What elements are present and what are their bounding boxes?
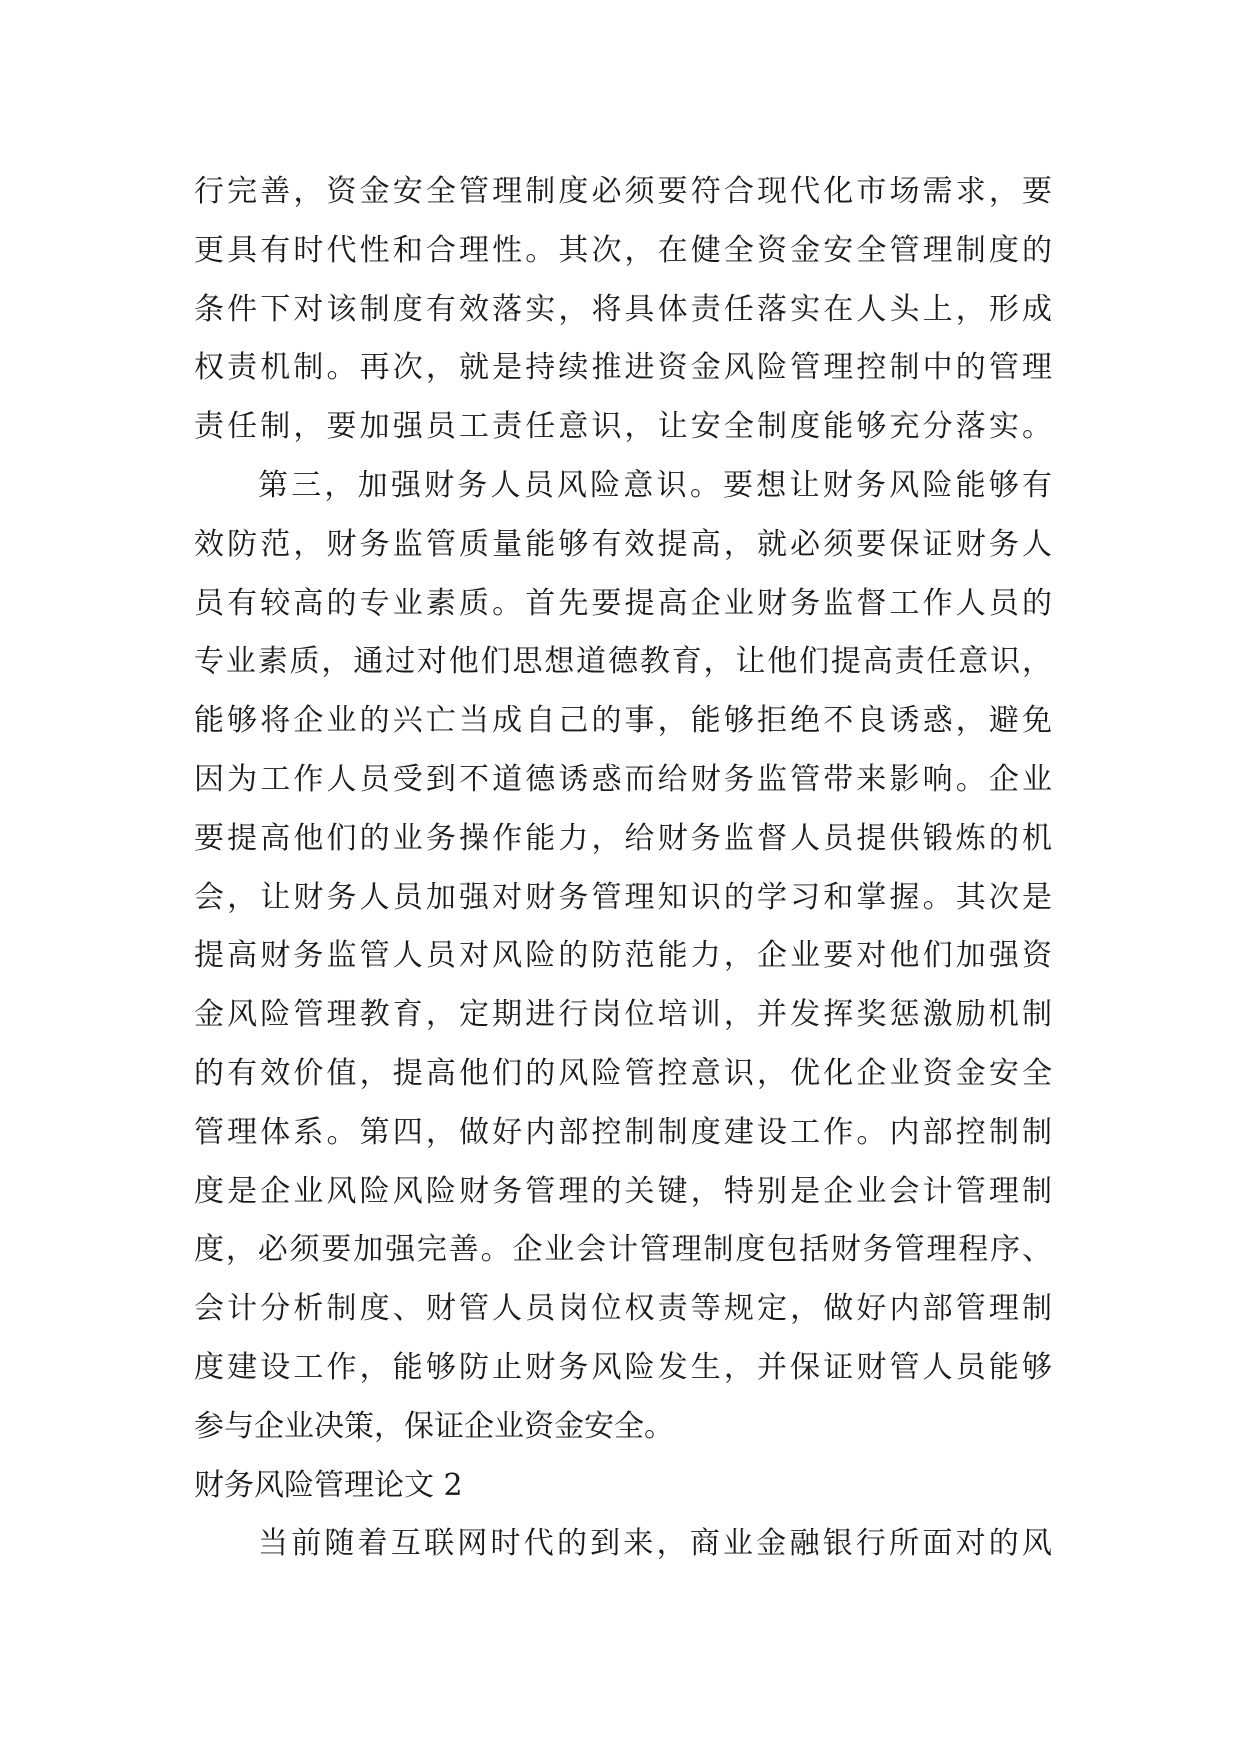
text-line: 度，必须要加强完善。企业会计管理制度包括财务管理程序、	[194, 1232, 1052, 1268]
section-heading: 财务风险管理论文 2	[194, 1467, 463, 1503]
text-line: 的有效价值，提高他们的风险管控意识，优化企业资金安全	[194, 1055, 1052, 1091]
document-body	[194, 163, 1052, 1574]
text-line: 提高财务监管人员对风险的防范能力，企业要对他们加强资	[194, 938, 1052, 974]
text-line: 能够将企业的兴亡当成自己的事，能够拒绝不良诱惑，避免	[194, 703, 1052, 739]
text-line: 第三，加强财务人员风险意识。要想让财务风险能够有	[258, 467, 1052, 503]
text-line: 行完善，资金安全管理制度必须要符合现代化市场需求，要	[194, 174, 1052, 209]
text-line: 当前随着互联网时代的到来，商业金融银行所面对的风	[258, 1526, 1052, 1562]
text-line: 金风险管理教育，定期进行岗位培训，并发挥奖惩激励机制	[194, 997, 1052, 1033]
text-line: 管理体系。第四，做好内部控制制度建设工作。内部控制制	[194, 1114, 1052, 1150]
text-line: 责任制，要加强员工责任意识，让安全制度能够充分落实。	[194, 409, 1052, 445]
paragraph-1	[194, 163, 1052, 457]
text-line: 专业素质，通过对他们思想道德教育，让他们提高责任意识，	[194, 644, 1052, 680]
text-line: 会计分析制度、财管人员岗位权责等规定，做好内部管理制	[194, 1291, 1052, 1327]
text-line: 度建设工作，能够防止财务风险发生，并保证财管人员能够	[194, 1349, 1052, 1385]
text-line: 权责机制。再次，就是持续推进资金风险管理控制中的管理	[194, 350, 1052, 386]
text-line: 参与企业决策，保证企业资金安全。	[194, 1408, 674, 1444]
text-line: 度是企业风险风险财务管理的关键，特别是企业会计管理制	[194, 1173, 1052, 1209]
text-line: 更具有时代性和合理性。其次，在健全资金安全管理制度的	[194, 232, 1052, 268]
text-line: 会，让财务人员加强对财务管理知识的学习和掌握。其次是	[194, 879, 1052, 915]
text-line: 效防范，财务监管质量能够有效提高，就必须要保证财务人	[194, 526, 1052, 562]
text-line: 员有较高的专业素质。首先要提高企业财务监督工作人员的	[194, 585, 1052, 621]
text-line: 因为工作人员受到不道德诱惑而给财务监管带来影响。企业	[194, 761, 1052, 797]
paragraph-2	[194, 457, 1052, 1457]
paragraph-3	[194, 1515, 1052, 1574]
text-line: 要提高他们的业务操作能力，给财务监督人员提供锻炼的机	[194, 820, 1052, 856]
text-line: 条件下对该制度有效落实，将具体责任落实在人头上，形成	[194, 291, 1052, 327]
